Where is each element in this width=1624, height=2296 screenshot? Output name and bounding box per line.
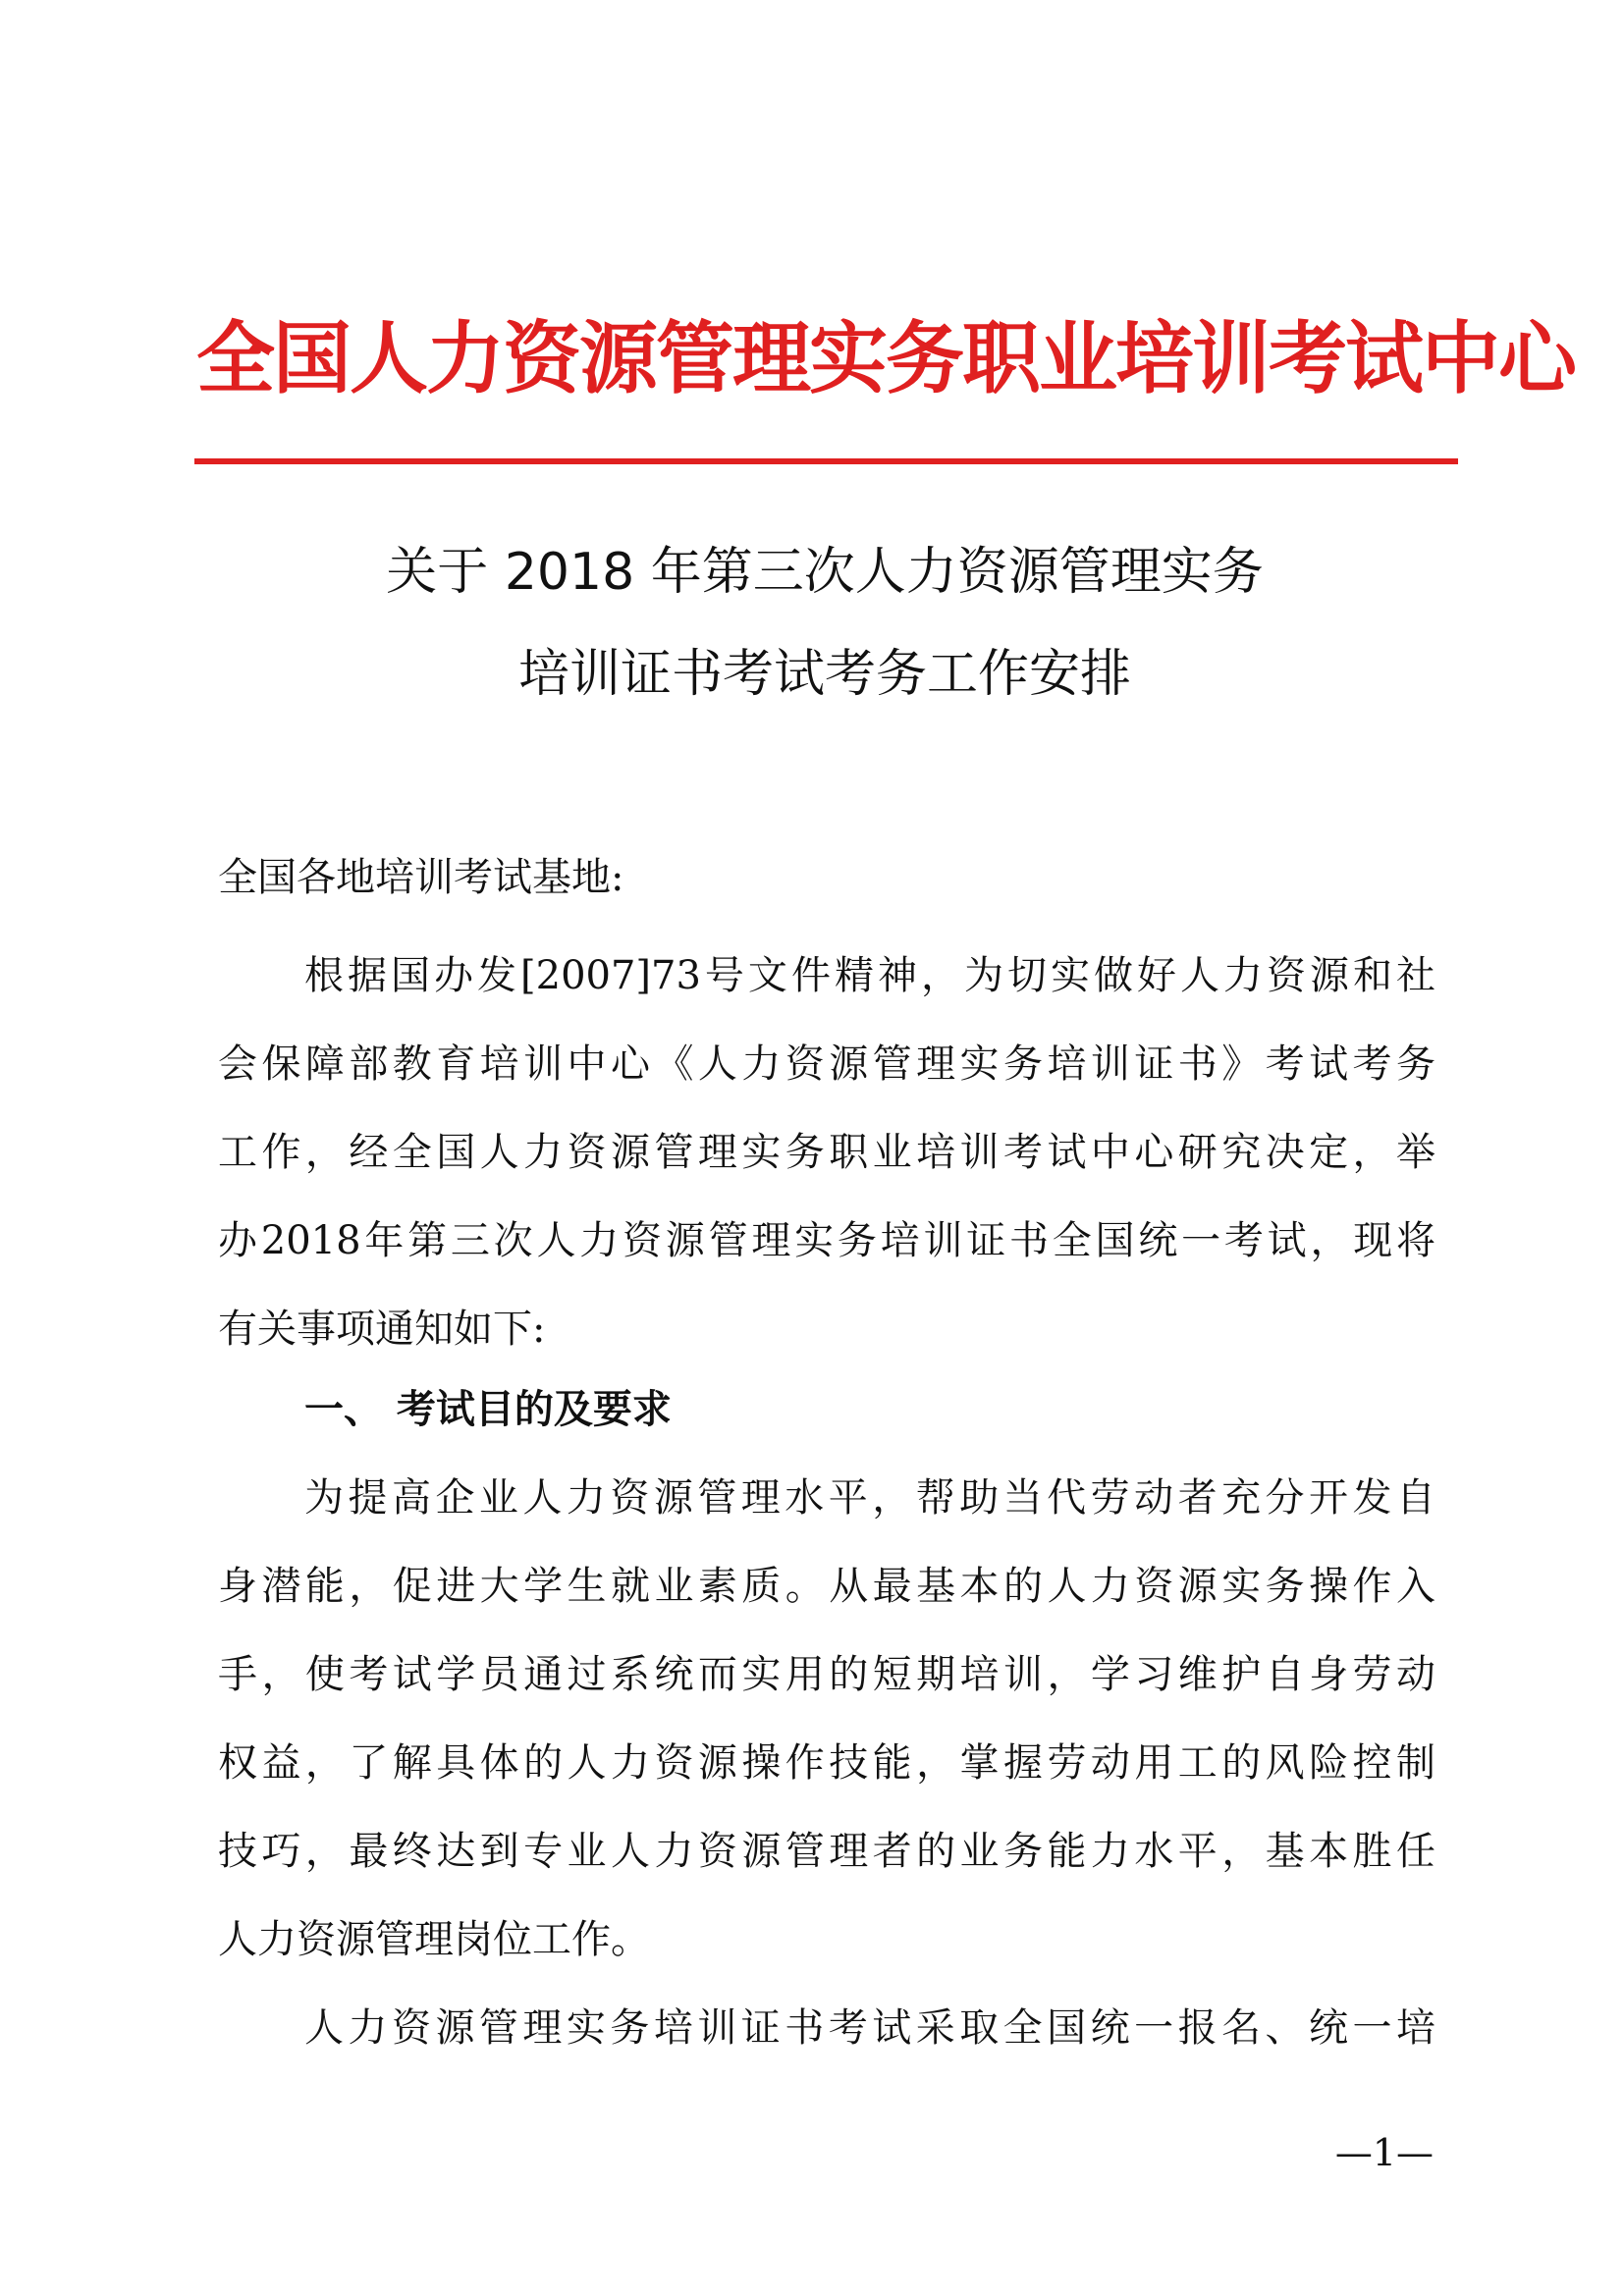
paragraph-2-line-3: 手，使考试学员通过系统而实用的短期培训，学习维护自身劳动 <box>218 1652 1435 1697</box>
paragraph-2-line-1: 为提高企业人力资源管理水平，帮助当代劳动者充分开发自 <box>304 1475 1435 1521</box>
page-number: —1— <box>1334 2131 1434 2174</box>
document-title-line-1: 关于 2018 年第三次人力资源管理实务 <box>386 543 1264 602</box>
paragraph-1-line-1: 根据国办发[2007]73号文件精神，为切实做好人力资源和社 <box>304 953 1435 998</box>
paragraph-2-line-6: 人力资源管理岗位工作。 <box>218 1917 650 1962</box>
paragraph-2-line-5: 技巧，最终达到专业人力资源管理者的业务能力水平，基本胜任 <box>218 1829 1435 1874</box>
paragraph-1-line-2: 会保障部教育培训中心《人力资源管理实务培训证书》考试考务 <box>218 1041 1435 1087</box>
salutation: 全国各地培训考试基地: <box>218 855 624 900</box>
paragraph-1-line-5: 有关事项通知如下: <box>218 1307 546 1352</box>
paragraph-2-line-4: 权益，了解具体的人力资源操作技能，掌握劳动用工的风险控制 <box>218 1740 1435 1786</box>
section-1-heading: 一、 考试目的及要求 <box>304 1387 672 1432</box>
organization-header: 全国人力资源管理实务职业培训考试中心 <box>196 312 1575 404</box>
paragraph-2-line-2: 身潜能，促进大学生就业素质。从最基本的人力资源实务操作入 <box>218 1564 1435 1609</box>
paragraph-1-line-4: 办2018年第三次人力资源管理实务培训证书全国统一考试，现将 <box>218 1218 1435 1263</box>
document-title-line-2: 培训证书考试考务工作安排 <box>517 645 1131 704</box>
header-divider <box>194 458 1458 464</box>
paragraph-3-line-1: 人力资源管理实务培训证书考试采取全国统一报名、统一培 <box>304 2005 1435 2051</box>
paragraph-1-line-3: 工作，经全国人力资源管理实务职业培训考试中心研究决定，举 <box>218 1130 1435 1175</box>
